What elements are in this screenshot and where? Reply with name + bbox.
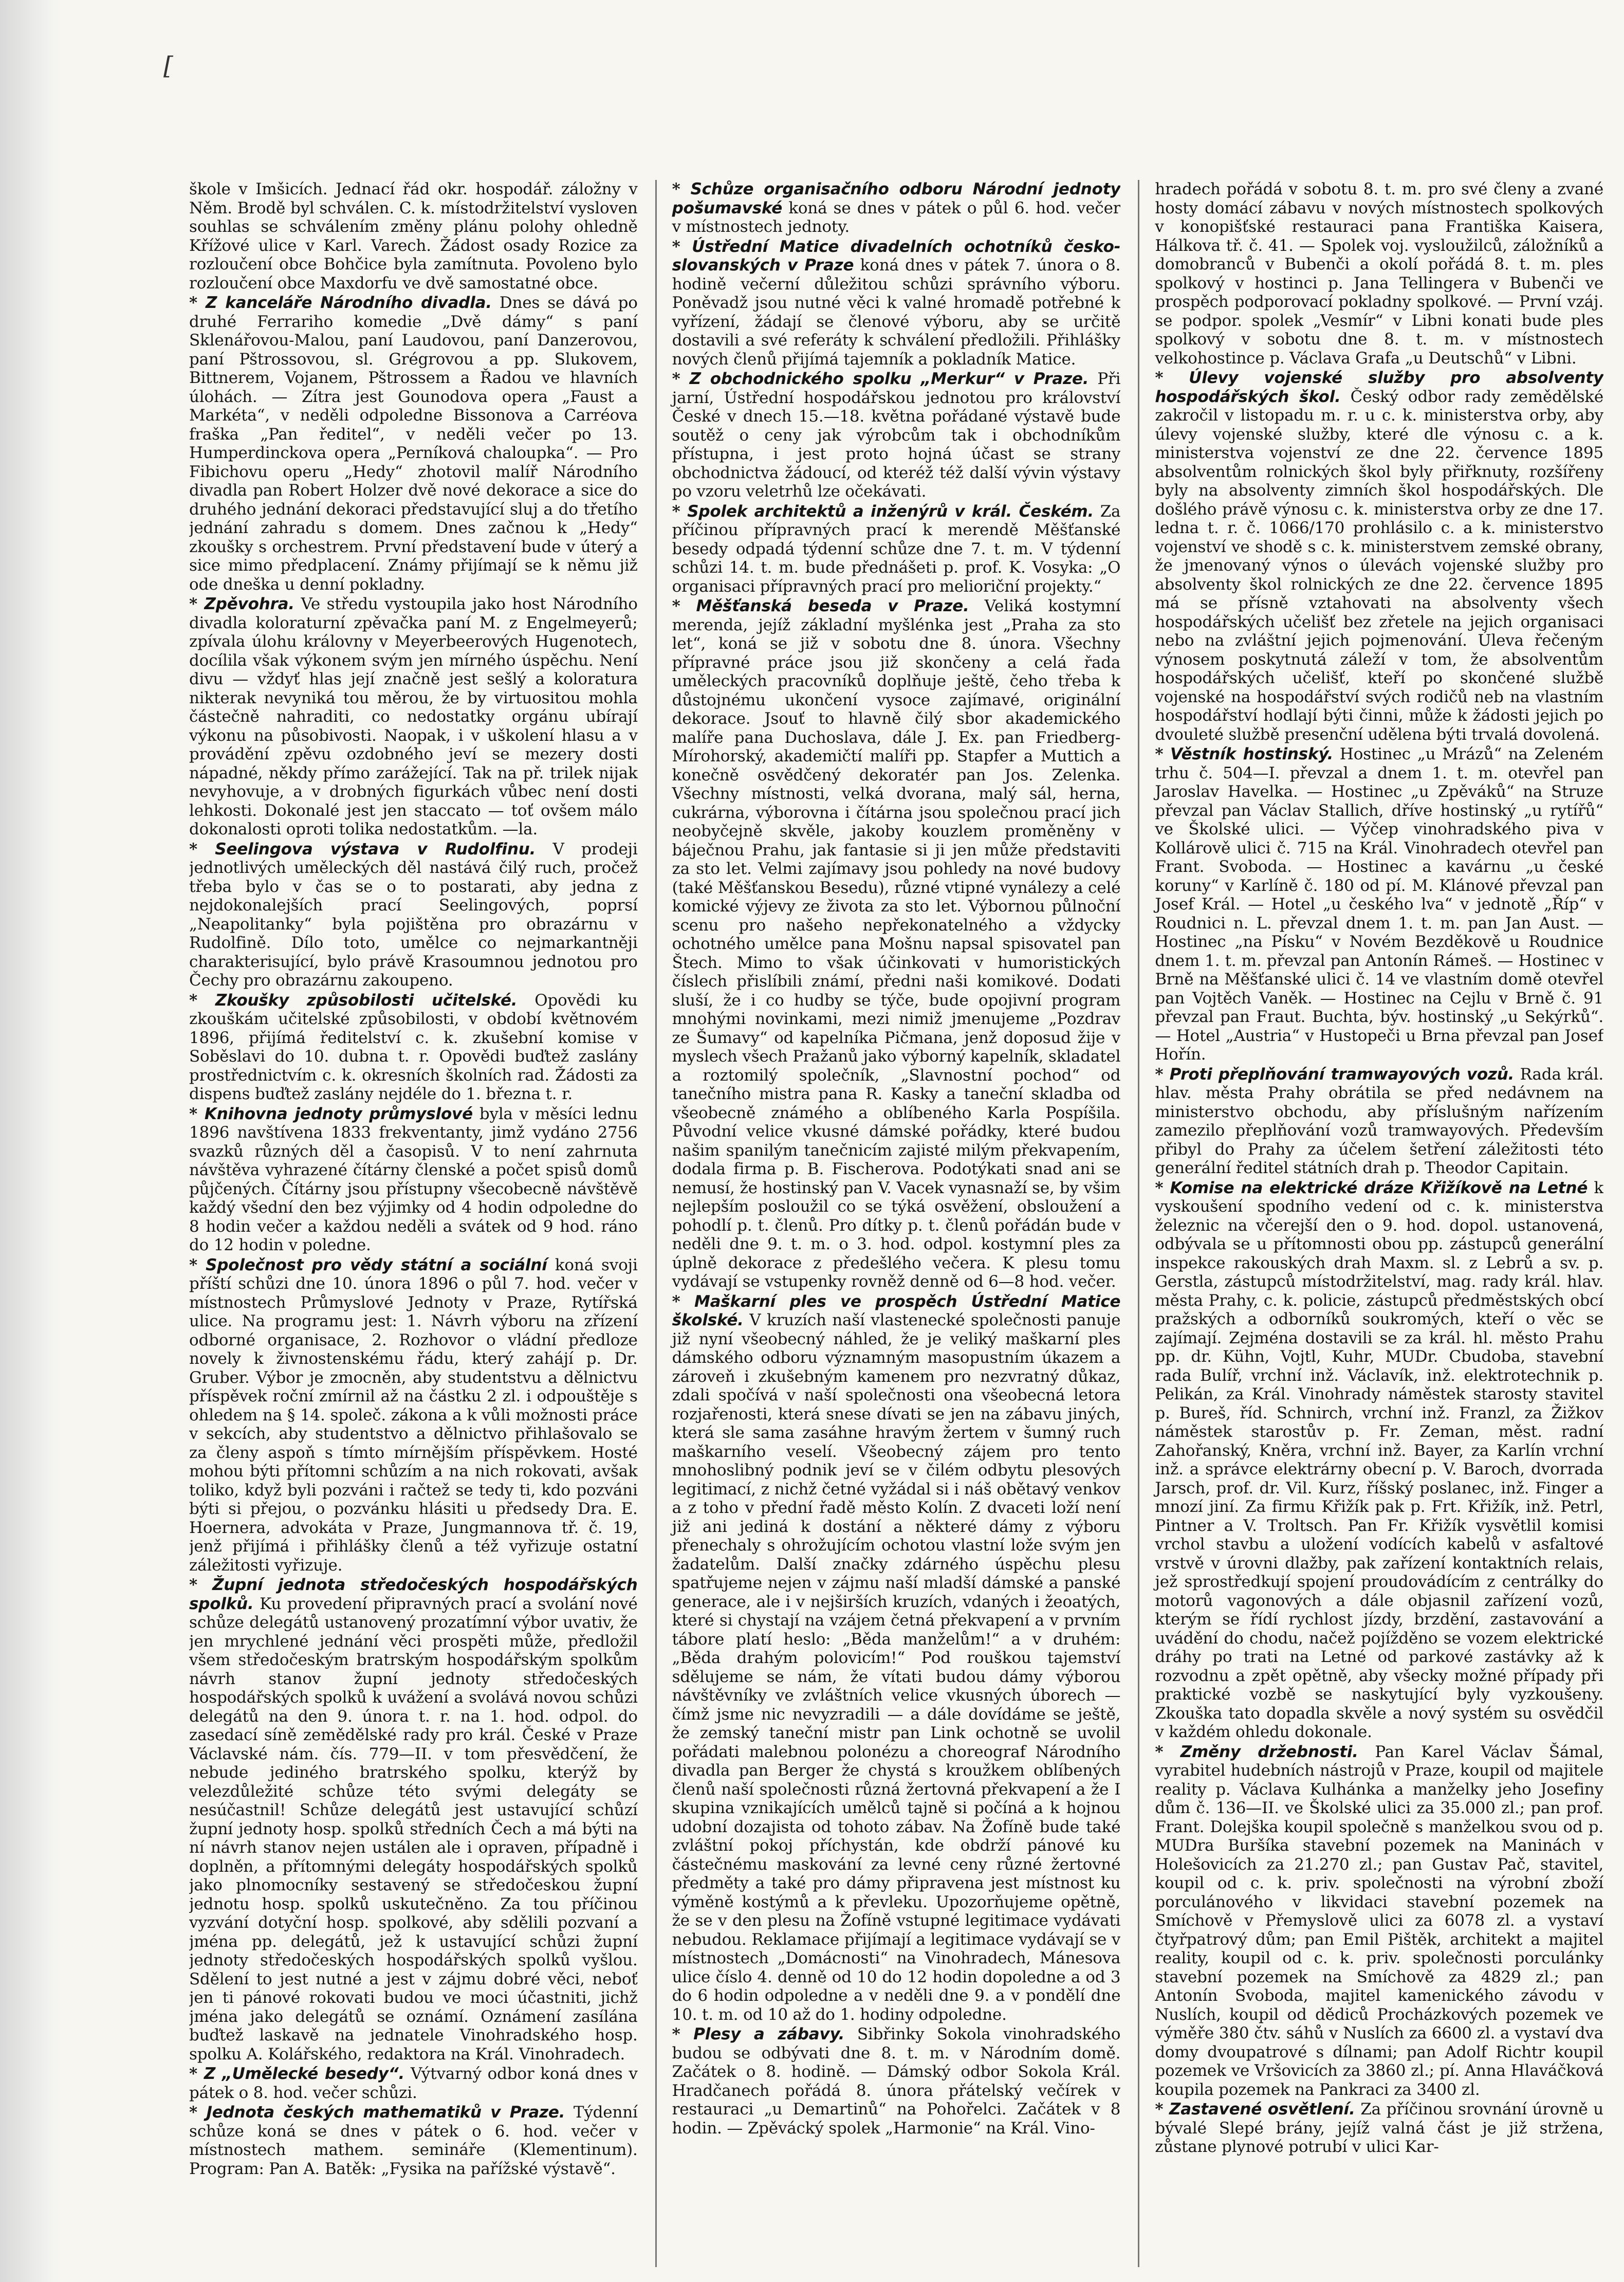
column-left	[189, 180, 638, 2267]
article-heading: Zpěvohra.	[204, 595, 294, 613]
article-text: Výtvarný odbor koná dnes v pátek o 8. hod. večer schůzi.	[189, 2065, 638, 2102]
article-text: koná svoji příští schůzi dne 10. února 1896 o půl 7. hod. večer v místnostech Průmyslové Jednoty v Praze, Rytířská ulice. Na programu jest: 1. Návrh výboru na zřízení odborné organisace, 2. Rozhovor o vládní předloze novely k živnostenskému řádu, který zahájí p. Dr. Gruber. Výbor je zmocněn, aby studentstvu a dělnictvu příspěvek roční zmírnil až na částku 2 zl. i odpouštěje s ohledem na § 14. společ. zákona a k vůli možnosti práce v sekcích, aby studentstvo a dělnictvo přihlašovalo se za členy aspoň s tímto mírnějším příspěvkem. Hosté mohou býti přítomni schůzím a na nich rokovati, avšak toliko, když byli pozváni i račtež se tedy ti, kdo pozváni býti si přejou, o pozvánku hlásiti u předsedy Dra. E. Hoernera, advokáta v Praze, Jungmannova tř. č. 19, jenž přijímá i přihlášky členů a též vyřizuje ostatní záležitosti vyřizuje.	[189, 1255, 638, 1575]
article-text: Český odbor rady zemědělské zakročil v listopadu m. r. u c. k. ministerstva orby, aby úlevy vojenské služby, které dle výnosu c. a k. ministerstva vojenství ze dne 22. července 1895 absolventům rolnických škol byly přiřknuty, rozšířeny byly na absolventy zimních škol hospodářských. Dle došlého právě výnosu c. k. ministerstva orby ze dne 17. ledna t. r. č. 1066/170 prohlásilo c. a k. ministerstvo vojenství ve shodě s c. k. ministerstvem zemské obrany, že jmenovaný výnos o úlevách vojenské služby pro absolventy škol rolnických ze dne 22. července 1895 má se přísně vztahovati na absolventy všech hospodářských učelišť bez zřetele na jejich organisaci nebo na zvláštní jejich pojmenování. Úleva řečeným výnosem poskytnutá záleží v tom, že absolventům hospodářských učelišť, kteří po skončené službě vojenské na hospodářství svých rodičů neb na vlastním hospodářství hodlají býti činni, může k žádosti jejich po dvouleté službě presenční udělena býti trvalá dovolená.	[1155, 387, 1604, 744]
article-bullet: *	[189, 595, 205, 613]
article-bullet: *	[189, 1576, 213, 1594]
article-bullet: *	[672, 370, 690, 388]
article	[189, 1256, 638, 1575]
article-bullet: *	[672, 237, 692, 256]
article-heading: Z obchodnického spolku „Merkur“ v Praze.	[689, 370, 1089, 388]
article-bullet: *	[189, 1104, 205, 1123]
article	[189, 2065, 638, 2102]
article-bullet: *	[189, 839, 215, 859]
article-heading: Plesy a zábavy.	[693, 2025, 845, 2043]
article-bullet: *	[672, 597, 696, 615]
article-heading: Změny držebnosti.	[1180, 1742, 1358, 1761]
article-text: Opovědi ku zkouškám učitelské způsobilosti, v období květnovém 1896, přijímá ředitelství c. k. zkušební komise v Soběslavi do 10. dubna t. r. Opovědi buďtež zaslány prostřednictvím c. k. okresních školních rad. Žádosti za dispens buďtež zaslány nejdéle do 1. března t. r.	[189, 991, 638, 1103]
article-bullet: *	[189, 294, 206, 312]
article-text: Týdenní schůze koná se dnes v pátek o 6. hod. večer v místnostech mathem. semináře (Klementinum). Program: Pan A. Batěk: „Fysika na pařížské výstavě“.	[189, 2103, 638, 2178]
article-bullet: *	[1155, 1742, 1180, 1761]
article-text: Při jarní, Ústřední hospodářskou jednotou pro království České v dnech 15.—18. května pořádané výstavě bude soutěž o ceny jak výrobcům tak i obchodníkům přístupna, i jest proto hojná účast se strany obchodnictva žádoucí, od kteréž též další vývin výstavy po vzoru veletrhů lze očekávati.	[672, 370, 1121, 501]
article-text: škole v Imšicích. Jednací řád okr. hospodář. záložny v Něm. Brodě byl schválen. C. k. místodržitelství vysloven souhlas se schválením změny plánu polohy ohledně Křížové ulice v Karl. Varech. Žádost osady Rozice za rozloučení obce Bohčice byla zamítnuta. Povoleno bylo rozloučení obce Maxdorfu ve dvě samostatné obce.	[189, 180, 638, 293]
article-heading: Maškarní ples ve prospěch Ústřední Matice školské.	[672, 1292, 1121, 1329]
article-heading: Seelingova výstava v Rudolfinu.	[215, 839, 536, 859]
article	[1155, 745, 1603, 1064]
article-text: Rada král. hlav. města Prahy obrátila se před nedávnem na ministerstvo obchodu, aby příslušným nařízením zamezilo přeplňování vozů tramwayových. Především přibyl do Prahy za účelem šetření záležitosti této generální ředitel státních drah p. Theodor Capitain.	[1155, 1065, 1604, 1177]
article-text: Dnes se dává po druhé Ferrariho komedie „Dvě dámy“ s paní Sklenářovou-Malou, paní Laudovou, paní Danzerovou, paní Pštrossovou, sl. Grégrovou a pp. Slukovem, Bittnerem, Vojanem, Pštrossem a Řadou ve hlavních úlohách. — Zítra jest Gounodova opera „Faust a Markéta“, v neděli odpoledne Bissonova a Carréova fraška „Pan ředitel“, v neděli večer po 13. Humperdinckova opera „Perníková chaloupka“. — Pro Fibichovu operu „Hedy“ zhotovil malíř Národního divadla pan Robert Holzer dvě nové dekorace a sice do druhého jednání dekoraci představující sluj a do třetího jednání zahradu s domem. Dnes začnou k „Hedy“ zkoušky s orchestrem. První představení bude v úterý a sice mimo předplacení. Známy přijímají se k němu již ode dneška u denní pokladny.	[189, 294, 638, 594]
article-heading: Knihovna jednoty průmyslové	[204, 1104, 473, 1123]
article-text: hradech pořádá v sobotu 8. t. m. pro své členy a zvané hosty domácí zábavu v nových místnostech spolkových v konopišťské restauraci pana Františka Kaisera, Hálkova tř. č. 41. — Spolek voj. vysloužilců, záložníků a domobranců v Bubenči a okolí pořádá 8. t. m. ples spolkový v hostinci p. Jana Tellingera v Bubenči ve prospěch podporovací pokladny spolkové. — První vzáj. se podpor. spolek „Vesmír“ v Libni konati bude ples spolkový v sobotu dne 8. t. m. v místnostech velkohostince p. Václava Grafa „u Deutschů“ v Libni.	[1155, 180, 1604, 368]
article	[672, 1292, 1121, 2024]
column-right	[1138, 180, 1603, 2267]
article-bullet: *	[1155, 369, 1189, 387]
article-text: Ku provedení připravných prací a svolání nové schůze delegátů ustanovený prozatímní výbor uvativ, že jen mrychlené jednání věci prospěti může, předložil všem středočeským bratrským hospodářským spolkům návrh stanov župní jednoty středočeských hospodářských spolků k uvážení a svolává novou schůzi delegátů na den 9. února t. r. na 1. hod. odpol. do zasedací síně zemědělské rady pro král. České v Praze Václavské nám. čís. 779—II. v tom přesvědčení, že nebude jediného bratrského spolku, kterýž by velezdůležité schůze této svými delegáty se nesúčastnil! Schůze delegátů jest ustavující schůzí župní jednoty hosp. spolků středních Čech a má býti na ní návrh stanov nejen ustálen ale i opraven, případně i doplněn, a přítomnými delegáty hospodářských spolků jako plnomocníky sestavený se středočeskou župní jednotu hosp. spolků uskutečněno. Za tou příčinou vyzvání dotyční hosp. spolkové, aby sdělili pozvaní a jména pp. delegátů, jež k ustavující schůzi župní jednoty středočeských hospodářských spolků vyšlou. Sdělení to jest nutné a jest v zájmu dobré věci, neboť jen ti pánové rokovati budou ve moci účastniti, jichž jména jako delegátů se oznámí. Oznámení zasílána buďtež laskavě na jednatele Vinohradského hosp. spolku A. Kolářského, redaktora na Král. Vinohradech.	[189, 1594, 638, 2064]
article	[189, 180, 638, 293]
article-bullet: *	[1155, 1178, 1170, 1197]
article-bullet: *	[672, 1292, 694, 1311]
article-text: Za příčinou přípravných prací k merendě Měšťanské besedy odpadá týdenní schůze dne 7. t. m. V týdenní schůzi 14. t. m. bude přednášeti p. prof. K. Vosyka: „O organisaci přípravných prací pro melioriční projekty.“	[672, 502, 1121, 596]
article	[672, 597, 1121, 1291]
article-heading: Věstník hostinský.	[1170, 745, 1334, 763]
article	[189, 595, 638, 839]
article-bullet: *	[189, 991, 215, 1010]
article	[189, 840, 638, 990]
article-bullet: *	[189, 2065, 204, 2083]
article-heading: Společnost pro vědy státní a sociální	[206, 1255, 547, 1274]
article	[189, 1576, 638, 2064]
article-heading: Zastavené osvětlení.	[1169, 2100, 1355, 2119]
article	[672, 180, 1121, 236]
newspaper-page	[189, 180, 1603, 2267]
article-heading: Úlevy vojenské služby pro absolventy hospodářských škol.	[1155, 369, 1604, 406]
article-text: Pan Karel Václav Šámal, vyrabitel hudebních nástrojů v Praze, koupil od majitele reality p. Václava Kulhánka a manželky jeho Josefiny dům č. 136—II. ve Školské ulici za 35.000 zl.; pan prof. Frant. Dolejška koupil společně s manželkou svou od p. MUDra Buršíka stavební pozemek na Maninách v Holešovicích za 21.270 zl.; pan Gustav Pač, stavitel, koupil od c. k. priv. společnosti na výrobní zboží porculánového v likvidaci stavební pozemek na Smíchově v Přemyslově ulici za 6078 zl. a vystaví čtyřpatrový dům; pan Emil Pištěk, architekt a majitel reality, koupil od c. k. priv. společnosti porculánky stavební pozemek na Smíchově za 4829 zl.; pan Antonín Svoboda, majitel kamenického závodu v Nuslích, koupil od dědiců Procházkových pozemek ve výměře 380 čtv. sáhů v Nuslích za 6600 zl. a vystaví dva domy dvoupatrové s dílnami; pan Adolf Richtr koupil pozemek ve Vršovicích za 3860 zl.; pí. Anna Hlaváčková koupila pozemek na Pankraci za 3400 zl.	[1155, 1742, 1604, 2099]
article	[672, 2025, 1121, 2138]
article	[672, 370, 1121, 501]
article-text: Sibřinky Sokola vinohradského budou se odbývati dne 8. t. m. v Národním domě. Začátek o 8. hodině. — Dámský odbor Sokola Král. Hradčanech pořádá 8. února přátelský večírek v restauraci „u Demartinů“ na Pohořelci. Začátek v 8 hodin. — Zpěvácký spolek „Harmonie“ na Král. Vino-	[672, 2025, 1121, 2138]
column-middle	[655, 180, 1121, 2267]
article	[672, 502, 1121, 596]
article-bullet: *	[189, 1255, 206, 1274]
article-heading: Z „Umělecké besedy“.	[204, 2065, 405, 2083]
article-bullet: *	[672, 180, 691, 198]
article-text: koná dnes v pátek 7. února o 8. hodině večerní důležitou schůzi správního výboru. Poněvadž jsou nutné věci k valné hromadě potřebné k vyřízení, žádají se členové výboru, aby se určitě dostavili a své referáty k schválení předložili. Přihlášky nových členů přijímá tajemník a pokladník Matice.	[672, 256, 1121, 369]
article	[189, 2103, 638, 2178]
article-heading: Schůze organisačního odboru Národní jednoty pošumavské	[672, 180, 1121, 217]
article-heading: Komise na elektrické dráze Křižíkově na Letné	[1170, 1178, 1588, 1197]
article-text: Ve středu vystoupila jako host Národního divadla koloraturní zpěvačka paní M. z Engelmeyerů; zpívala úlohu královny v Meyerbeerových Hugenotech, docílila však výkonem svým jen mírného úspěchu. Není divu — vždyť hlas její značně jest sešlý a koloratura nikterak nevyniká tou měrou, že by virtuositou mohla částečně nahraditi, co nedostatky orgánu ubírají výkonu na působivosti. Naopak, i v uškolení hlasu a v provádění zpěvu ozdobného jeví se mezery dosti nápadné, někdy přímo zarážející. Tak na př. trilek nijak nevyhovuje, a v drobných figurkách vůbec není dosti lehkosti. Dokonalé jest jen staccato — toť ovšem málo dokonalosti oproti tolika nedostatkům. —la.	[189, 595, 638, 838]
article-text: Veliká kostymní merenda, jejíž základní myšlénka jest „Praha za sto let“, koná se již v sobotu dne 8. února. Všechny přípravné práce jsou již skončeny a celá řada uměleckých pracovníků doplňuje ještě, čeho třeba k důstojnému ukončení vysoce zajímavé, originální dekorace. Jsouť to hlavně čilý sbor akademického malíře pana Duchoslava, dále J. Ex. pan Friedberg-Mírohorský, akademičtí malíři pp. Stapfer a Muttich a konečně osvědčený dekoratér pan Jos. Zelenka. Všechny místnosti, velká dvorana, malý sál, herna, cukrárna, výborovna i čítárna jsou společnou prací jich neobyčejně skvěle, jakoby kouzlem proměněny v báječnou Prahu, jak fantasie si ji jen může představiti za sto let. Velmi zajímavy jsou pohledy na nové budovy (také Měšťanskou Besedu), různé vtipné vynálezy a celé komické výjevy ze života za sto let. Výbornou půlnoční scenu pro našeho nepřekonatelného a vždycky ochotného umělce pana Mošnu napsal spisovatel pan Štech. Mimo to však účinkovati v humoristických číslech přislíbili známí, předni naši komikové. Dodati sluší, že i co hudby se týče, bude opojivní program mnohými novinkami, mezi nimiž jmenujeme „Pozdrav ze Šumavy“ od kapelníka Pičmana, jenž doposud žije v myslech všech Pražanů jako výborný kapelník, skladatel a roztomilý společník, „Slavnostní pochod“ od tanečního mistra pana R. Kasky a taneční skladba od všeobecně známého a oblíbeného Karla Pospíšila. Původní velice vkusné dámské pořádky, které budou našim spanilým tanečnicím zajisté milým překvapením, dodala firma p. B. Fischerova. Podotýkati snad ani se nemusí, že hostinský pan V. Vacek vynasnaží se, by všim nejlepším posloužil co se týká osvěžení, obsloužení a pohodlí p. t. členů. Pro dítky p. t. členů pořádán bude v neděli dne 9. t. m. o 3. hod. odpol. kostymní ples za úplně dekorace z předešlého večera. K plesu tomu vydávají se vstupenky rovněž denně od 6—8 hod. večer.	[672, 597, 1121, 1291]
article	[1155, 1065, 1603, 1178]
article-text: k vyskoušení spodního vedení od c. k. ministerstva železnic na včerejší den o 9. hod. dopol. ustanovená, odbývala se u přítomnosti obou pp. zástupců generální inspekce rakouských drah Maxm. sl. z Lebrů a sv. p. Gerstla, zástupců místodržitelství, mag. rady král. hlav. města Prahy, c. k. policie, zástupců předměstských obcí pražských a odborníků soukromých, kteří o věc se zajímají. Zejména dostavili se za král. hl. město Prahu pp. dr. Kühn, Vojtl, Kuhr, MUDr. Cbudoba, stavební rada Bulíř, vrchní inž. Václavík, inž. elektrotechnik p. Pelikán, za Král. Vinohrady náměstek starosty stavitel p. Bureš, říd. Schnirch, vrchní inž. Franzl, za Žižkov náměstek starostův p. Fr. Zeman, měst. radní Zahořanský, Kněra, vrchní inž. Bayer, za Karlín vrchní inž. a správce elektrárny obecní p. V. Baroch, dvorrada Jarsch, prof. dr. Vil. Kurz, říšský poslanec, inž. Finger a mnozí jiní. Za firmu Křižík pak p. Frt. Křižík, inž. Petrl, Pintner a V. Troltsch. Pan Fr. Křižík vysvětlil komisi vrchol stavbu a uložení vodících kabelů v asfaltové vrstvě v úrovni dlažby, pak zařízení kontaktních relais, jež sprostředkují spojení proudovádícím z centrálky do motorů vagonových a dále objasnil zařízení vozů, kterým se řídí rychlost jízdy, brzdění, zastavování a uvádění do chodu, načež pojížděno se vozem elektrické dráhy po trati na Letné od parkové zastávky až k rozvodnu a zpět opětně, aby všecky možné případy při praktické vozbě se naskytující byly vyzkoušeny. Zkouška tato dopadla skvěle a nový systém su osvědčil v každém ohledu dokonale.	[1155, 1178, 1604, 1741]
article-bullet: *	[672, 502, 688, 521]
article-bullet: *	[189, 2103, 207, 2122]
article	[1155, 1179, 1603, 1742]
article	[189, 991, 638, 1104]
article	[672, 238, 1121, 369]
article-bullet: *	[1155, 1065, 1170, 1084]
article	[1155, 1743, 1603, 2100]
article	[1155, 369, 1603, 744]
article-heading: Zkoušky způsobilosti učitelské.	[215, 991, 518, 1010]
article-heading: Jednota českých mathematiků v Praze.	[206, 2103, 565, 2122]
article-text: V prodeji jednotlivých uměleckých děl nastává čilý ruch, pročež třeba bylo v čas se o to postarati, aby jedna z nejdokonalejších prací Seelingových, poprsí „Neapolitanky“ byla pojištěna pro obrazárnu v Rudolfině. Dílo toto, umělce co nejmarkantněji charakterisující, bylo právě Krasoumnou jednotou pro Čechy pro obrazárnu zakoupeno.	[189, 839, 638, 990]
page-mark: [	[163, 51, 173, 80]
article-bullet: *	[1155, 745, 1171, 763]
article-text: koná se dnes v pátek o půl 6. hod. večer v místnostech jednoty.	[672, 198, 1121, 236]
article-heading: Měšťanská beseda v Praze.	[696, 597, 969, 615]
article-bullet: *	[1155, 2100, 1169, 2119]
article-text: V kruzích naší vlastenecké společnosti panuje již nyní všeobecný náhled, že je veliký maškarní ples dámského odboru významným masopustním úkazem a zároveň i zkušebným kamenem pro nezvratný důkaz, zdali spočívá v naší společnosti ona všeobecná letora rozjařenosti, která snese dívati se jen na zábavu jiných, která sle sama zasáhne hravým žertem v šumný ruch maškarního veselí. Všeobecný zájem pro tento mnohoslibný podnik jeví se v čilém odbytu plesových legitimací, z nichž četné vyžádal si i náš obětavý venkov a z toho v přední řadě město Kolín. Z dvaceti loží není již ani jediná k dostání a některé dámy z výboru přenechaly s ohrožujícím ochotou vlastní lože svým jen žadatelům. Další značky zdárného úspěchu plesu spatřujeme nejen v zájmu naší mladší dámské a panské generace, ale i v nejširších kruzích, vdaných i žeoatých, které si chystají na vzájem četná překvapení a v prvním tábore platí heslo: „Běda manželům!“ a v druhém: „Běda drahým polovicím!“ Pod rouškou tajemství sdělujeme se nám, že vítati budou dámy výborou návštěvníky ve zvláštních velice vkusných úborech — čímž jsme nic nevyzradili — a dále dovídáme se ještě, že zemský taneční mistr pan Link ochotně se uvolil pořádati malebnou polonézu a choreograf Národního divadla pan Berger že chystá s kroužkem oblíbených členů naší společnosti různá žertovná překvapení a že I skupina vznikajících umělců tajně si počíná a k hojnou udobní dozajista od tohoto zábav. Na Žofíně bude také zvláštní pokoj příchystán, kde obdrží pánové ku částečnému maskování za levné ceny různé žertovné předměty a také pro dámy připravena jest místnost ku výměně kostýmů a k převleku. Upozorňujeme opětně, že se v den plesu na Žofíně vstupné legitimace vydávati nebudou. Reklamace přijímají a legitimace vydávají se v místnostech „Domácnosti“ na Vinohradech, Mánesova ulice číslo 4. denně od 10 do 12 hodin dopoledne a od 3 do 6 hodin odpoledne a v neděli dne 9. a v pondělí dne 10. t. m. od 10 až do 1. hodiny odpoledne.	[672, 1311, 1121, 2024]
article-heading: Ústřední Matice divadelních ochotníků česko-slovanských v Praze	[672, 237, 1121, 275]
article-heading: Z kanceláře Národního divadla.	[205, 294, 492, 312]
article	[189, 1105, 638, 1255]
article-bullet: *	[672, 2025, 694, 2043]
article-heading: Proti přeplňování tramwayových vozů.	[1169, 1065, 1515, 1084]
article-text: Hostinec „u Mrázů“ na Zeleném trhu č. 504—I. převzal a dnem 1. t. m. otevřel pan Jaroslav Havelka. — Hostinec „u Zpěváků“ na Struze převzal pan Václav Stallich, dříve hostinský „u rytířů“ ve Školské ulici. — Výčep vinohradského piva v Kollárově ulici č. 715 na Král. Vinohradech otevřel pan Frant. Svoboda. — Hostinec a kavárnu „u české koruny“ v Karlíně č. 180 od pí. M. Klánové převzal pan Josef Král. — Hotel „u českého lva“ v jednotě „Říp“ v Roudnici n. L. převzal dnem 1. t. m. pan Jan Aust. — Hostinec „na Písku“ v Novém Bezděkově u Roudnice dnem 1. t. m. převzal pan Antonín Rámeš. — Hostinec v Brně na Měšťanské ulici č. 14 ve vlastním domě otevřel pan Vojtěch Vaněk. — Hostinec na Cejlu v Brně č. 91 převzal pan Fraut. Buchta, býv. hostinský „u Sekýrků“. — Hotel „Austria“ v Hustopeči u Brna převzal pan Josef Hořín.	[1155, 745, 1604, 1064]
article-text: byla v měsíci lednu 1896 navštívena 1833 frekventanty, jimž vydáno 2756 svazků různých děl a časopisů. V to není zahrnuta návštěva vyhrazené čítárny členské a počet spisů domů půjčených. Čítárny jsou přístupny všecobecně návštěvě každý všední den bez výjimky od 4 hodin odpoledne do 8 hodin večer a každou neděli a svátek od 9 hod. ráno do 12 hodin v poledne.	[189, 1104, 638, 1254]
article	[189, 294, 638, 594]
article-heading: Spolek architektů a inženýrů v král. Českém.	[687, 502, 1094, 521]
article-text: Za příčinou srovnání úrovně u bývalé Slepé brány, jejíž valná část je již stržena, zůstane plynové potrubí v ulici Kar-	[1155, 2100, 1604, 2156]
scan-margin-shadow	[0, 0, 62, 2282]
article	[1155, 2100, 1603, 2157]
article-heading: Župní jednota středočeských hospodářských spolků.	[189, 1576, 638, 1613]
article	[1155, 180, 1603, 368]
